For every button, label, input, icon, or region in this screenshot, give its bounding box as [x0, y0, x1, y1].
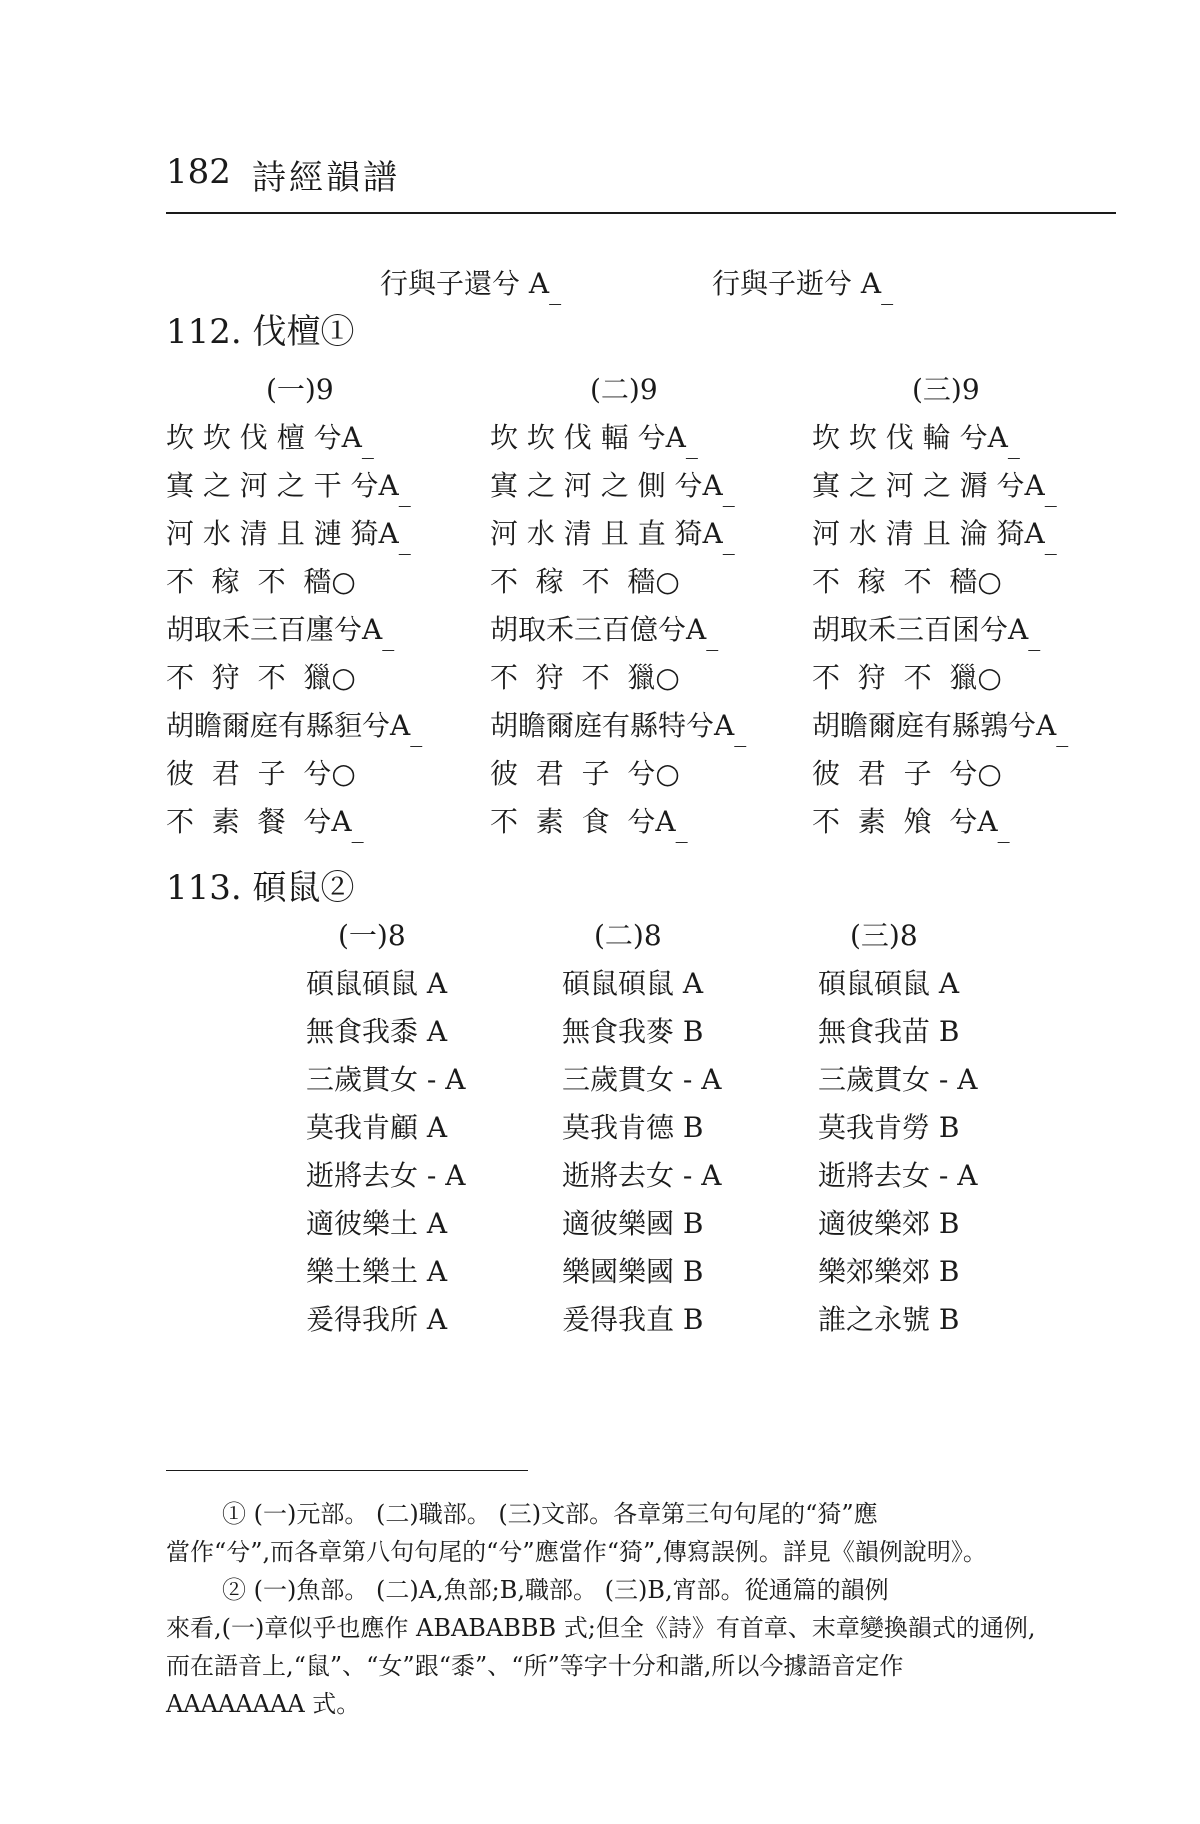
verse-line: 寘 之 河 之 側 兮$A_{\_}$ [490, 469, 735, 508]
verse-line: 胡瞻爾庭有縣特兮$A_{\_}$ [490, 709, 747, 748]
verse-line: 爰得我所 A [306, 1303, 448, 1336]
verse-line: 坎 坎 伐 輪 兮$A_{\_}$ [812, 421, 1020, 460]
verse-line: 無食我苗 B [818, 1015, 960, 1048]
verse-line: 胡取禾三百廛兮$A_{\_}$ [166, 613, 395, 652]
verse-line: 河 水 清 且 直 猗$A_{\_}$ [490, 517, 735, 556]
verse-line: 適彼樂土 A [306, 1207, 448, 1240]
verse-line: 碩鼠碩鼠 A [306, 967, 448, 1000]
verse-line: 不 素 餐 兮$A_{\_}$ [166, 805, 364, 844]
verse-line: 寘 之 河 之 漘 兮$A_{\_}$ [812, 469, 1057, 508]
verse-line: 爰得我直 B [562, 1303, 704, 1336]
footnote-rule [166, 1470, 528, 1471]
footnote-line: 來看,(一)章似乎也應作 ABABABBB 式;但全《詩》有首章、末章變換韻式的通例, [166, 1614, 1036, 1642]
verse-line: 不 狩 不 獵○ [812, 661, 1002, 694]
page-number: 182 [166, 152, 231, 192]
verse-line: 胡瞻爾庭有縣鶉兮$A_{\_}$ [812, 709, 1069, 748]
verse-line: 河 水 清 且 淪 猗$A_{\_}$ [812, 517, 1057, 556]
verse-line: 彼 君 子 兮○ [166, 757, 356, 790]
header-rule [166, 212, 1116, 214]
verse-line: 無食我麥 B [562, 1015, 704, 1048]
verse-line: 誰之永號 B [818, 1303, 960, 1336]
stanza-heading: (一)9 [266, 373, 334, 406]
verse-line: 無食我黍 A [306, 1015, 448, 1048]
verse-line: 河 水 清 且 漣 猗$A_{\_}$ [166, 517, 411, 556]
verse-line: 逝將去女 - A [306, 1159, 466, 1192]
footnote-line: ① (一)元部。 (二)職部。 (三)文部。各章第三句句尾的“猗”應 [222, 1500, 878, 1528]
footnote-line: ② (一)魚部。 (二)A,魚部;B,職部。 (三)B,宵部。從通篇的韻例 [222, 1576, 889, 1604]
verse-line: 不 素 飧 兮$A_{\_}$ [812, 805, 1010, 844]
verse-line: 三歲貫女 - A [306, 1063, 466, 1096]
stanza-heading: (二)9 [590, 373, 658, 406]
verse-line: 胡瞻爾庭有縣貆兮$A_{\_}$ [166, 709, 423, 748]
verse-line: 不 稼 不 穡○ [490, 565, 680, 598]
verse-line: 適彼樂郊 B [818, 1207, 960, 1240]
verse-line: 三歲貫女 - A [818, 1063, 978, 1096]
verse-line: 莫我肯勞 B [818, 1111, 960, 1144]
verse-line: 適彼樂國 B [562, 1207, 704, 1240]
section-title-112: 112. 伐檀① [166, 312, 355, 352]
verse-line: 寘 之 河 之 干 兮$A_{\_}$ [166, 469, 411, 508]
verse-line: 不 素 食 兮$A_{\_}$ [490, 805, 688, 844]
continuation-line: 行與子還兮 $A_{\_}$ [380, 267, 562, 306]
verse-line: 碩鼠碩鼠 A [818, 967, 960, 1000]
verse-line: 三歲貫女 - A [562, 1063, 722, 1096]
verse-line: 坎 坎 伐 輻 兮$A_{\_}$ [490, 421, 698, 460]
stanza-heading: (二)8 [594, 919, 662, 952]
continuation-line: 行與子逝兮 $A_{\_}$ [712, 267, 894, 306]
verse-line: 莫我肯顧 A [306, 1111, 448, 1144]
verse-line: 坎 坎 伐 檀 兮$A_{\_}$ [166, 421, 374, 460]
book-title: 詩經韻譜 [252, 158, 400, 198]
verse-line: 逝將去女 - A [818, 1159, 978, 1192]
verse-line: 彼 君 子 兮○ [812, 757, 1002, 790]
stanza-heading: (三)9 [912, 373, 980, 406]
verse-line: 胡取禾三百囷兮$A_{\_}$ [812, 613, 1041, 652]
verse-line: 不 稼 不 穡○ [812, 565, 1002, 598]
verse-line: 彼 君 子 兮○ [490, 757, 680, 790]
footnote-line: 而在語音上,“鼠”、“女”跟“黍”、“所”等字十分和諧,所以今據語音定作 [166, 1652, 904, 1680]
stanza-heading: (三)8 [850, 919, 918, 952]
section-title-113: 113. 碩鼠② [166, 868, 355, 908]
verse-line: 樂郊樂郊 B [818, 1255, 960, 1288]
verse-line: 樂國樂國 B [562, 1255, 704, 1288]
verse-line: 逝將去女 - A [562, 1159, 722, 1192]
stanza-heading: (一)8 [338, 919, 406, 952]
verse-line: 碩鼠碩鼠 A [562, 967, 704, 1000]
footnote-line: 當作“兮”,而各章第八句句尾的“兮”應當作“猗”,傳寫誤例。詳見《韻例說明》。 [166, 1538, 987, 1566]
verse-line: 樂土樂土 A [306, 1255, 448, 1288]
verse-line: 胡取禾三百億兮$A_{\_}$ [490, 613, 719, 652]
verse-line: 不 狩 不 獵○ [166, 661, 356, 694]
footnote-line: AAAAAAAA 式。 [166, 1690, 361, 1718]
verse-line: 不 狩 不 獵○ [490, 661, 680, 694]
verse-line: 莫我肯德 B [562, 1111, 704, 1144]
verse-line: 不 稼 不 穡○ [166, 565, 356, 598]
